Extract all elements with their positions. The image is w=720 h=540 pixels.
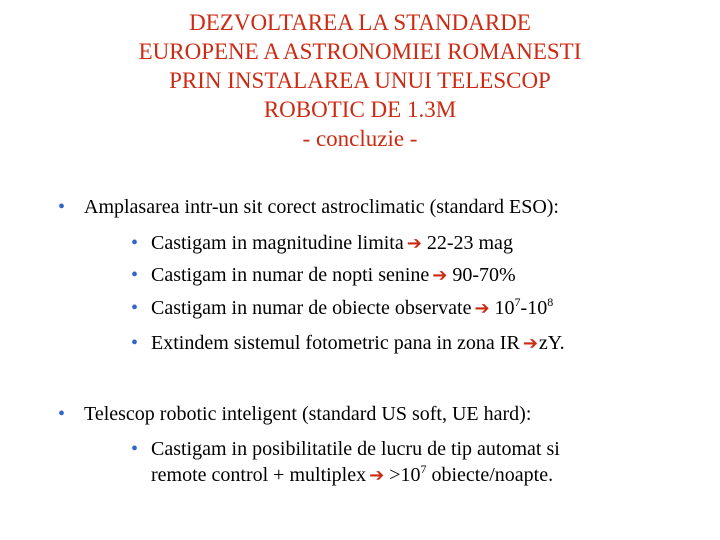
bullet-amplasarea <box>58 195 559 219</box>
title-line-1: DEZVOLTAREA LA STANDARDE <box>189 10 531 35</box>
subbullet-nopti <box>131 263 516 288</box>
title-line-3: PRIN INSTALAREA UNUI TELESCOP <box>169 68 551 93</box>
title-line-4: ROBOTIC DE 1.3M <box>263 97 457 122</box>
subbullet-result: 22-23 mag <box>426 232 513 254</box>
bullet-text: Telescop robotic inteligent (standard US soft, UE hard): <box>84 403 532 425</box>
bullet-icon: • <box>131 297 139 319</box>
right-arrow-icon: ➔ <box>406 233 422 254</box>
subbullet-text: Castigam in magnitudine limita <box>151 232 404 254</box>
subbullet-text: Castigam in numar de obiecte observate <box>151 297 472 319</box>
bullet-icon: • <box>58 403 66 425</box>
subbullet-posibilitati-cont <box>151 463 553 488</box>
subbullet-result-exp: 7 <box>420 462 427 476</box>
subbullet-result-post: obiecte/noapte. <box>426 464 554 486</box>
subbullet-result-pre: >10 <box>389 464 421 486</box>
subbullet-text-line2: remote control + multiplex <box>151 464 367 486</box>
subbullet-result-base: 10 <box>494 297 515 319</box>
subbullet-result-exp: 7 <box>514 295 521 309</box>
subbullet-posibilitati <box>131 437 560 461</box>
subbullet-result-sep: -10 <box>520 297 548 319</box>
title-line-2: EUROPENE A ASTRONOMIEI ROMANESTI <box>138 39 582 64</box>
subbullet-obiecte <box>131 296 553 321</box>
subbullet-result-exp2: 8 <box>547 295 554 309</box>
subbullet-result: 90-70% <box>452 264 516 286</box>
subbullet-result: zY. <box>538 332 565 354</box>
slide-title <box>0 8 720 153</box>
bullet-icon: • <box>131 438 139 460</box>
bullet-icon: • <box>131 332 139 354</box>
right-arrow-icon: ➔ <box>432 265 448 286</box>
bullet-text: Amplasarea intr-un sit corect astroclimatic (standard ESO): <box>84 196 559 218</box>
right-arrow-icon: ➔ <box>369 465 385 486</box>
subbullet-magnitudine <box>131 231 513 256</box>
bullet-icon: • <box>131 232 139 254</box>
subbullet-fotometric <box>131 331 565 356</box>
title-subtitle: - concluzie - <box>302 126 418 151</box>
subbullet-text-line1: Castigam in posibilitatile de lucru de tip automat si <box>151 438 560 460</box>
right-arrow-icon: ➔ <box>474 298 490 319</box>
bullet-icon: • <box>131 264 139 286</box>
subbullet-text: Castigam in numar de nopti senine <box>151 264 430 286</box>
bullet-telescop <box>58 402 531 426</box>
bullet-icon: • <box>58 196 66 218</box>
subbullet-text: Extindem sistemul fotometric pana in zona IR <box>151 332 520 354</box>
right-arrow-icon: ➔ <box>522 333 538 354</box>
